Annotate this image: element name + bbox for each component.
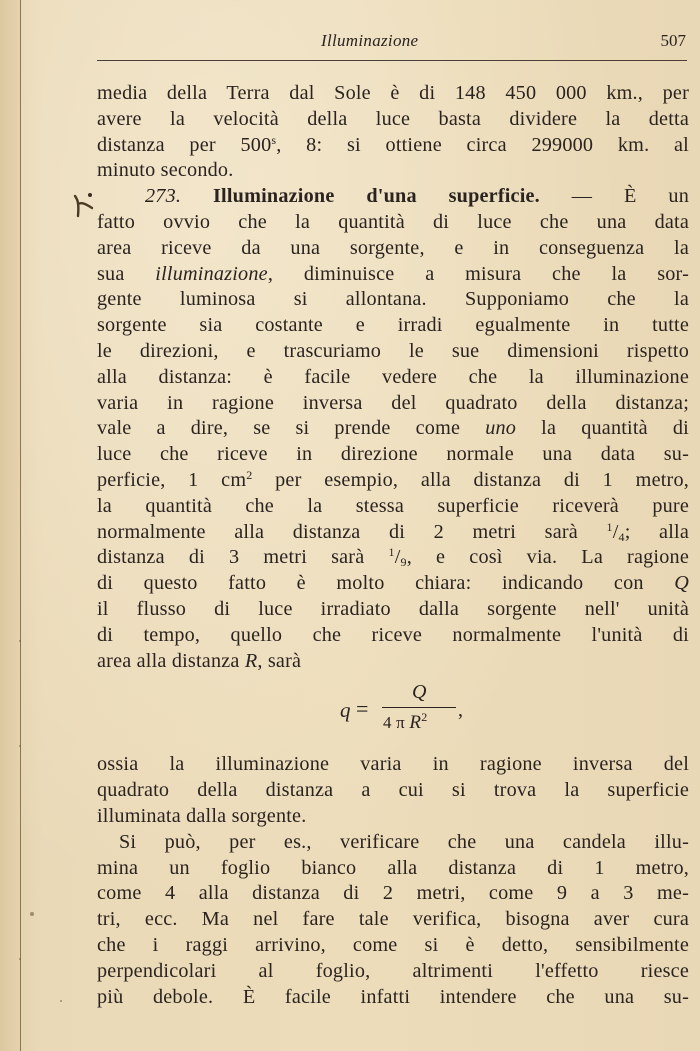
text-line: alla distanza: è facile vedere che la illuminazione: [97, 365, 689, 388]
text-line: come 4 alla distanza di 2 metri, come 9 a 3 me-: [97, 882, 689, 905]
fraction-numerator: 1: [388, 545, 395, 560]
superscript: s: [271, 132, 277, 147]
text-segment: distanza per 500: [97, 133, 272, 156]
fraction-bar: [382, 707, 456, 708]
page-number: 507: [660, 31, 686, 50]
text-segment: per esempio, alla distanza di 1 metro,: [252, 468, 689, 491]
formula-trailing-comma: ,: [458, 699, 464, 722]
variable: Q: [674, 572, 689, 595]
emphasis: illuminazione: [155, 262, 268, 285]
text-line: [97, 649, 689, 675]
text-segment: , diminuisce a misura che la sor-: [267, 262, 689, 285]
formula-body: [340, 680, 540, 740]
body-text: [97, 81, 689, 1010]
paper-speck: [19, 958, 21, 960]
variable: R: [244, 649, 258, 672]
text-segment: di questo fatto è molto chiara: indicando con: [97, 572, 675, 595]
denominator-prefix: 4 π: [383, 713, 410, 733]
text-segment: perficie, 1 cm: [97, 468, 247, 491]
page-gutter: [0, 0, 20, 1051]
text-line: Si può, per es., verificare che una candela illu-: [119, 830, 689, 853]
text-segment: , e così via. La ragione: [406, 546, 689, 569]
text-segment: , sarà: [257, 649, 302, 672]
text-segment: la quantità di: [516, 417, 689, 440]
emphasis: uno: [485, 417, 517, 440]
text-line: più debole. È facile infatti intendere che una su-: [97, 985, 689, 1008]
text-segment: area alla distanza: [97, 649, 245, 672]
text-segment: — È un: [539, 185, 690, 208]
text-line: quadrato della distanza a cui si trova la superficie: [97, 779, 689, 802]
text-line: fatto ovvio che la quantità di luce che una data: [97, 210, 689, 233]
formula-equals: =: [356, 696, 369, 722]
text-line: tri, ecc. Ma nel fare tale verifica, bisogna aver cura: [97, 908, 689, 931]
gutter-edge-line: [20, 0, 21, 1051]
running-title: Illuminazione: [321, 31, 419, 50]
denominator-exponent: 2: [421, 710, 428, 725]
text-segment: ; alla: [624, 520, 689, 543]
text-line: media della Terra dal Sole è di 148 450 000 km., per: [97, 82, 689, 104]
text-line: [97, 571, 689, 597]
text-line: normalmente alla distanza di 2 metri sarà $^1/_4$; alla: [97, 519, 689, 544]
text-line: distanza di 3 metri sarà $^1/_9$, e così via. La ragione: [97, 545, 689, 570]
text-line: varia in ragione inversa del quadrato della distanza;: [97, 391, 689, 414]
text-line: la quantità che la stessa superficie riceverà pure: [97, 494, 689, 517]
running-head: [97, 28, 686, 58]
text-segment: normalmente alla distanza di 2 metri sarà: [97, 520, 607, 543]
fraction-denominator: 9: [400, 555, 407, 570]
text-line: ossia la illuminazione varia in ragione inversa del: [97, 753, 689, 776]
text-segment: sua: [97, 262, 156, 285]
text-segment: distanza di 3 metri sarà: [97, 546, 389, 569]
text-line: avere la velocità della luce basta dividere la detta: [97, 107, 689, 130]
section-number: 273.: [145, 185, 182, 208]
text-line: [97, 133, 689, 159]
header-rule: [97, 60, 687, 61]
formula: [97, 674, 689, 752]
text-line: [97, 468, 689, 494]
text-line: gente luminosa si allontana. Supponiamo che la: [97, 288, 689, 311]
fraction-denominator: 4: [618, 529, 625, 544]
superscript: 2: [246, 467, 253, 482]
text-segment: , 8: si ottiene circa 299000 km. al: [276, 133, 689, 156]
text-line: le direzioni, e trascuriamo le sue dimensioni rispetto: [97, 339, 689, 362]
paper-speck: [60, 1000, 62, 1002]
formula-lhs: q: [340, 698, 351, 723]
formula-numerator: Q: [412, 681, 427, 704]
paper-speck: [19, 745, 21, 747]
text-line: il flusso di luce irradiato dalla sorgente nell' unità: [97, 597, 689, 620]
section-title: Illuminazione d'una superficie.: [213, 185, 540, 208]
text-line: luce che riceve in direzione normale una data su-: [97, 443, 689, 466]
text-line: area riceve da una sorgente, e in conseguenza la: [97, 236, 689, 259]
text-line: perpendicolari al foglio, altrimenti l'effetto riesce: [97, 959, 689, 982]
text-line: [97, 416, 689, 442]
text-line: di tempo, quello che riceve normalmente l'unità di: [97, 623, 689, 646]
paper-speck: [30, 912, 34, 916]
text-segment: vale a dire, se si prende come: [97, 417, 486, 440]
formula-denominator: [383, 710, 427, 736]
margin-dot: [88, 193, 92, 197]
section-heading-line: [97, 184, 689, 210]
text-line: che i raggi arrivino, come si è detto, sensibilmente: [97, 933, 689, 956]
paper-speck: [19, 640, 21, 642]
fraction-numerator: 1: [606, 519, 613, 534]
text-line: mina un foglio bianco alla distanza di 1 metro,: [97, 856, 689, 879]
text-line: illuminata dalla sorgente.: [97, 804, 307, 827]
text-line: sorgente sia costante e irradi egualmente in tutte: [97, 314, 689, 337]
denominator-variable: R: [409, 712, 422, 734]
text-line: [97, 262, 689, 288]
text-line: minuto secondo.: [97, 159, 234, 182]
